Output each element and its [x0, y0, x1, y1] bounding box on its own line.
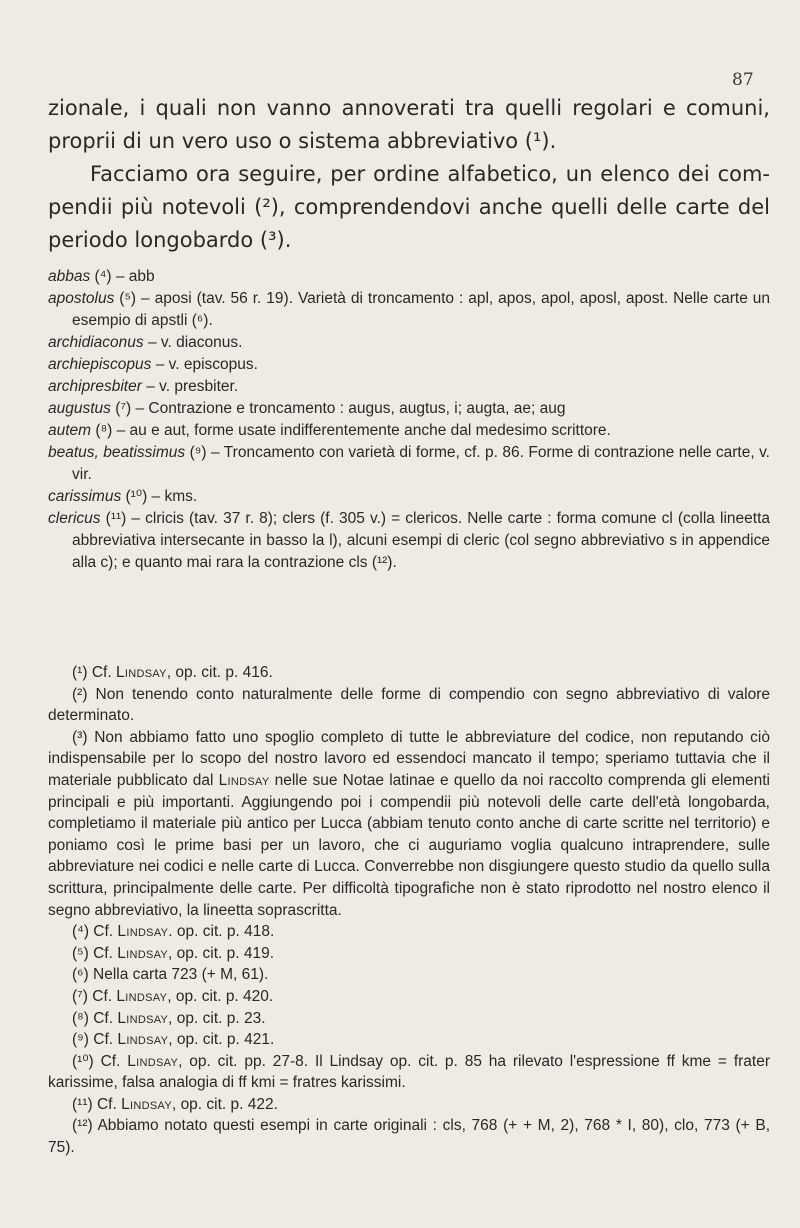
entry-lemma: carissimus — [48, 488, 122, 505]
footnote-mark: (³) — [72, 728, 88, 746]
footnote — [48, 964, 770, 986]
footnote-text: Cf. — [91, 664, 116, 681]
footnote-text: Cf. — [92, 987, 117, 1005]
entry-lemma: abbas — [48, 268, 91, 285]
intro-text — [48, 92, 770, 257]
footnote-text: Cf. — [100, 1052, 128, 1070]
entry-text: – Contrazione e troncamento : augus, augtus, i; augta, ae; aug — [135, 400, 566, 417]
footnote — [48, 1029, 770, 1051]
footnote-author: Lindsay — [115, 664, 167, 681]
footnote-author: Lindsay — [218, 771, 270, 789]
entry-lemma: archipresbiter — [48, 378, 142, 395]
footnote-text: Nella carta 723 (+ M, 61). — [93, 966, 269, 984]
footnote-text-continued: . op. cit. p. 418. — [168, 923, 275, 941]
abbreviation-entry: carissimus (¹⁰) – kms. — [48, 488, 198, 505]
entry-text: – v. episcopus. — [155, 356, 258, 373]
footnote-text-continued: , op. cit. p. 420. — [167, 987, 274, 1005]
footnote-mark: (⁷) — [72, 987, 88, 1005]
entry-footnote-ref: ⁸ — [100, 422, 108, 439]
footnote-author: Lindsay — [127, 1052, 179, 1070]
footnote-author: Lindsay — [117, 1009, 169, 1027]
entry-footnote-ref: ¹¹ — [110, 510, 122, 527]
footnote — [48, 684, 770, 727]
entry-footnote-ref: ¹⁰ — [130, 488, 143, 505]
entry-footnote-ref: ⁵ — [124, 290, 131, 307]
footnote — [48, 727, 770, 921]
intro-paragraph-2: Facciamo ora seguire, per ordine alfabetico, un elenco dei compendii più notevoli (²), comprendendovi anche quelli delle carte del periodo longobardo (³). — [48, 162, 770, 252]
footnote-text: Cf. — [93, 1009, 118, 1027]
entry-text: – kms. — [151, 488, 198, 505]
entry-text: – aposi (tav. 56 r. 19). Varietà di troncamento : apl, apos, apol, aposl, apost. Nelle carte un esempio di apstli (⁶). — [72, 290, 771, 329]
footnotes — [48, 662, 770, 1159]
entry-lemma: archiepiscopus — [48, 356, 152, 373]
abbreviation-entry: apostolus (⁵) – aposi (tav. 56 r. 19). Varietà di troncamento : apl, apos, apol, aposl, apost. Nelle carte un esempio di apstli (⁶). — [48, 290, 771, 329]
footnote-text-continued: , op. cit. p. 419. — [168, 944, 275, 962]
footnote-text-continued: , op. cit. p. 422. — [171, 1095, 278, 1113]
entry-text: – v. presbiter. — [146, 378, 239, 395]
footnote-text-continued: , op. cit. pp. 27-8. Il Lindsay op. cit. p. 85 ha rilevato l'espressione ff kme = frater karissime, falsa analogia di ff kmi = fratres karissimi. — [48, 1052, 770, 1092]
entry-text: – au e aut, forme usate indifferentemente anche dal medesimo scrittore. — [116, 422, 611, 439]
entry-lemma: clericus — [48, 510, 101, 527]
footnote — [48, 943, 770, 965]
footnote-author: Lindsay — [117, 1031, 169, 1049]
footnote — [48, 1051, 770, 1094]
footnote-mark: (¹) — [72, 664, 88, 681]
entry-lemma: archidiaconus — [48, 334, 144, 351]
footnote — [48, 921, 770, 943]
footnote-mark: (⁹) — [72, 1031, 89, 1049]
entry-footnote-ref: ⁴ — [99, 268, 107, 285]
abbreviation-entry — [48, 376, 770, 398]
abbreviation-entry — [48, 332, 770, 354]
footnote-mark: (¹⁰) — [72, 1052, 94, 1070]
footnote-author: Lindsay — [116, 987, 168, 1005]
abbreviation-entry — [48, 354, 770, 376]
footnote — [48, 1115, 770, 1158]
footnote-mark: (⁶) — [72, 966, 89, 984]
entry-lemma: autem — [48, 422, 92, 439]
entry-text: – clricis (tav. 37 r. 8); clers (f. 305 v.) = clericos. Nelle carte : forma comune cl (colla lineetta abbreviativa intersecante in basso la l), alcuni esempi di cleric (col segno abbreviativo s in appendice alla c); e quanto mai rara la contrazione cls (¹²). — [72, 510, 771, 571]
footnote-author: Lindsay — [117, 944, 169, 962]
footnote-author: Lindsay — [117, 923, 169, 941]
footnote-text-continued: nelle sue Notae latinae e quello da noi raccolto comprenda gli elementi principali e più importanti. Aggiungendo poi i compendii più notevoli delle carte dell'età longobarda, completiamo il materiale più antico per Lucca (abbiam tenuto conto anche di carte scritte nel territorio) e poniamo così le prime basi per un lavoro, che ci auguriamo voglia qualcuno intraprendere, sulle abbreviature nei codici e nelle carte di Lucca. Converrebbe non disgiungere questo studio da quello sulla scrittura, principalmente delle carte. Per difficoltà tipografiche non è stato riprodotto nel nostro elenco il segno abbreviativo, la lineetta soprascritta. — [48, 771, 770, 919]
footnote-text-continued: , op. cit. p. 421. — [168, 1031, 275, 1049]
page-number: 87 — [732, 70, 754, 90]
footnote-text-continued: , op. cit. p. 416. — [166, 664, 273, 681]
entry-lemma: augustus — [48, 400, 111, 417]
footnote — [48, 662, 770, 684]
footnote — [48, 986, 770, 1008]
footnote-text-continued: , op. cit. p. 23. — [168, 1009, 266, 1027]
entry-lemma: beatus, beatissimus — [48, 444, 186, 461]
entry-lemma: apostolus — [48, 290, 115, 307]
footnote-author: Lindsay — [121, 1095, 172, 1113]
footnote-text: Cf. — [93, 923, 118, 941]
entry-text: – v. diaconus. — [147, 334, 243, 351]
abbreviation-entry: beatus, beatissimus (⁹) – Troncamento con varietà di forme, cf. p. 86. Forme di contrazione nelle carte, v. vir. — [48, 444, 770, 483]
intro-paragraph-1: zionale, i quali non vanno annoverati tra quelli regolari e comuni, proprii di un vero uso o sistema abbreviativo (¹). — [48, 96, 770, 153]
entry-text: – abb — [115, 268, 155, 285]
footnote-mark: (¹¹) — [72, 1095, 93, 1113]
footnote-mark: (⁸) — [72, 1009, 89, 1027]
entry-footnote-ref: ⁹ — [194, 444, 202, 461]
footnote-text: Cf. — [96, 1095, 122, 1113]
footnote — [48, 1008, 770, 1030]
abbreviation-entry: autem (⁸) – au e aut, forme usate indifferentemente anche dal medesimo scrittore. — [48, 422, 611, 439]
entry-text: – Troncamento con varietà di forme, cf. p. 86. Forme di contrazione nelle carte, v. vir. — [72, 444, 770, 483]
footnote-text: Non tenendo conto naturalmente delle forme di compendio con segno abbreviativo di valore determinato. — [48, 685, 770, 725]
footnote-text: Non abbiamo fatto uno spoglio completo di tutte le abbreviature del codice, non reputando ciò indispensabile per lo scopo del nostro lavoro ed essendoci mancato il tempo; speriamo tuttavia che il materiale pubblicato dal — [48, 728, 771, 789]
footnote-text: Abbiamo notato questi esempi in carte originali : cls, 768 (+ + M, 2), 768 * I, 80), clo, 773 (+ B, 75). — [48, 1117, 771, 1157]
abbreviation-entry: abbas (⁴) – abb — [48, 268, 155, 285]
footnote-text: Cf. — [93, 1031, 118, 1049]
footnote — [48, 1094, 770, 1116]
footnote-text: Cf. — [93, 944, 118, 962]
footnote-mark: (⁴) — [72, 923, 89, 941]
footnote-mark: (⁵) — [72, 944, 89, 962]
abbreviation-entry: clericus (¹¹) – clricis (tav. 37 r. 8); clers (f. 305 v.) = clericos. Nelle carte : forma comune cl (colla lineetta abbreviativa intersecante in basso la l), alcuni esempi di cleric (col segno abbreviativo s in appendice alla c); e quanto mai rara la contrazione cls (¹²). — [48, 510, 771, 571]
entry-footnote-ref: ⁷ — [120, 400, 126, 417]
abbreviation-list — [48, 266, 770, 574]
abbreviation-entry: augustus (⁷) – Contrazione e troncamento : augus, augtus, i; augta, ae; aug — [48, 400, 566, 417]
footnote-mark: (¹²) — [72, 1117, 93, 1135]
footnote-mark: (²) — [72, 685, 88, 703]
